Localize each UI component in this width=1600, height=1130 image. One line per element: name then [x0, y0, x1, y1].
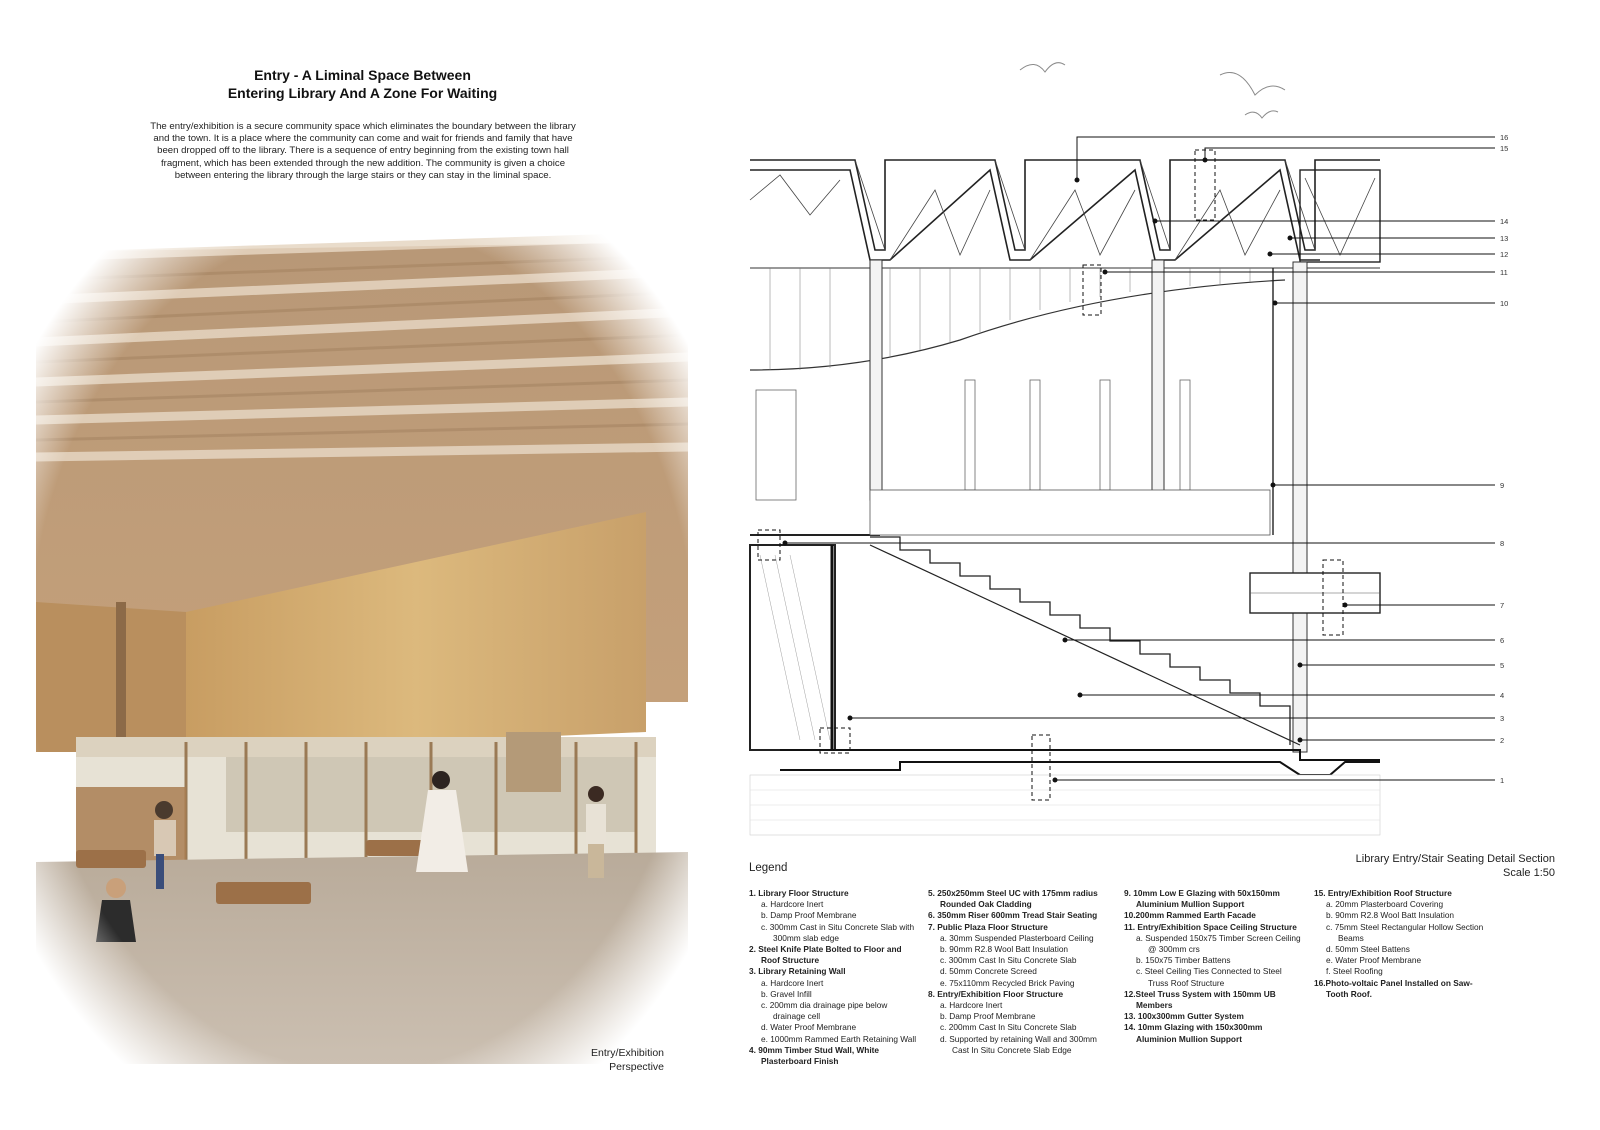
callout-leaders: [785, 137, 1495, 780]
intro-paragraph: The entry/exhibition is a secure community space which eliminates the boundary between the library and the town. It is a place where the community can come and wait for friends and family that have been dropped off to the library. There is a sequence of entry beginning from the existing town hall fragment, which has been extended through the new addition. The community is given a choice between entering the library through the large stairs or they can stay in the liminal space.: [150, 121, 576, 181]
callout-2: 2: [1500, 736, 1505, 745]
callout-1: 1: [1500, 776, 1505, 785]
legend-subitem: c. 300mm Cast In Situ Concrete Slab: [940, 955, 1077, 966]
callout-5: 5: [1500, 661, 1505, 670]
legend-column-3: [1124, 888, 1304, 1045]
legend-column-2: [928, 888, 1113, 1056]
callout-9: 9: [1500, 481, 1505, 490]
callout-14: 14: [1500, 217, 1509, 226]
legend-subitem: e. Water Proof Membrane: [1326, 955, 1422, 966]
legend-subitem: d. 50mm Steel Battens: [1326, 944, 1410, 955]
ground-slab: [780, 750, 1380, 775]
callout-numbers: [1500, 133, 1508, 785]
legend-subitem: c. 200mm dia drainage pipe below drainage cell: [761, 1000, 888, 1022]
perspective-render: [36, 232, 688, 1064]
legend-subitem: a. 20mm Plasterboard Covering: [1326, 899, 1444, 910]
right-truss-frame: [1300, 170, 1380, 262]
legend-item: 9. 10mm Low E Glazing with 50x150mm Aluminium Mullion Support: [1124, 888, 1280, 910]
section-scale: Scale 1:50: [1503, 867, 1555, 879]
perspective-caption-line-2: Perspective: [609, 1061, 664, 1073]
legend-item: 7. Public Plaza Floor Structure: [928, 921, 1048, 932]
legend-item: 6. 350mm Riser 600mm Tread Stair Seating: [928, 910, 1098, 921]
legend-item: 11. Entry/Exhibition Space Ceiling Structure: [1124, 921, 1297, 932]
title-line-2: Entering Library And A Zone For Waiting: [227, 85, 498, 101]
legend-item: 14. 10mm Glazing with 150x300mm Aluminion Mullion Support: [1124, 1022, 1263, 1044]
bird-sketches: [1020, 63, 1285, 118]
legend-item: 2. Steel Knife Plate Bolted to Floor and Roof Structure: [749, 944, 902, 966]
callout-15: 15: [1500, 144, 1509, 153]
legend-subitem: c. Steel Ceiling Ties Connected to Steel Truss Roof Structure: [1136, 966, 1282, 988]
callout-16: 16: [1500, 133, 1509, 142]
legend-item: 8. Entry/Exhibition Floor Structure: [928, 988, 1064, 999]
legend-subitem: b. Damp Proof Membrane: [761, 910, 857, 921]
retaining-wall: [750, 545, 835, 750]
legend-title: Legend: [749, 862, 788, 874]
legend-item: 1. Library Floor Structure: [749, 888, 849, 898]
stair-soffit: [870, 545, 1300, 745]
legend-subitem: b. 150x75 Timber Battens: [1136, 955, 1231, 966]
legend-subitem: e. 75x110mm Recycled Brick Paving: [940, 977, 1075, 988]
legend-subitem: f. Steel Roofing: [1326, 966, 1383, 977]
callout-6: 6: [1500, 636, 1505, 645]
page-title: [160, 66, 565, 102]
legend-column-1: [749, 888, 919, 1067]
callout-3: 3: [1500, 714, 1505, 723]
legend-item: 3. Library Retaining Wall: [749, 966, 846, 977]
legend-subitem: b. Damp Proof Membrane: [940, 1011, 1036, 1022]
legend-subitem: a. Suspended 150x75 Timber Screen Ceiling @ 300mm crs: [1136, 932, 1301, 955]
legend-subitem: b. 90mm R2.8 Wool Batt Insulation: [1326, 910, 1455, 921]
legend-subitem: b. Gravel Infill: [761, 988, 812, 999]
legend-item: 5. 250x250mm Steel UC with 175mm radius Rounded Oak Cladding: [928, 888, 1098, 910]
legend-item: 12.Steel Truss System with 150mm UB Members: [1124, 988, 1276, 1011]
legend-subitem: a. 30mm Suspended Plasterboard Ceiling: [940, 932, 1094, 943]
balustrade-panel: [870, 490, 1270, 535]
legend-subitem: c. 200mm Cast In Situ Concrete Slab: [940, 1022, 1077, 1033]
stair-treads: [870, 537, 1290, 745]
legend-item: 13. 100x300mm Gutter System: [1124, 1011, 1244, 1022]
callout-8: 8: [1500, 539, 1505, 548]
section-caption: [1265, 852, 1555, 880]
legend-subitem: d. Supported by retaining Wall and 300mm Cast In Situ Concrete Slab Edge: [940, 1033, 1097, 1055]
title-line-1: Entry - A Liminal Space Between: [254, 67, 471, 83]
legend-subitem: a. Hardcore Inert: [940, 1000, 1003, 1011]
legend-item: 10.200mm Rammed Earth Facade: [1124, 910, 1256, 921]
legend-item: 4. 90mm Timber Stud Wall, White Plasterboard Finish: [749, 1044, 880, 1067]
callout-13: 13: [1500, 234, 1509, 243]
legend-item: 15. Entry/Exhibition Roof Structure: [1314, 888, 1452, 898]
roof-trusses: [750, 160, 1315, 260]
legend-subitem: b. 90mm R2.8 Wool Batt Insulation: [940, 944, 1069, 955]
callout-10: 10: [1500, 299, 1509, 308]
legend-subitem: d. 50mm Concrete Screed: [940, 966, 1037, 977]
callout-7: 7: [1500, 601, 1505, 610]
sawtooth-roof: [750, 160, 1380, 260]
legend-item: 16.Photo-voltaic Panel Installed on Saw-Tooth Roof.: [1314, 977, 1473, 999]
detail-callout-boxes: [758, 150, 1343, 800]
legend-subitem: e. 1000mm Rammed Earth Retaining Wall: [761, 1033, 917, 1044]
legend-subitem: c. 75mm Steel Rectangular Hollow Section Beams: [1326, 921, 1484, 943]
perspective-caption: [540, 1046, 664, 1074]
legend-subitem: c. 300mm Cast in Situ Concrete Slab with 300mm slab edge: [761, 921, 915, 943]
legend-column-4: [1314, 888, 1484, 1000]
detail-section-drawing: [740, 40, 1555, 855]
callout-4: 4: [1500, 691, 1505, 700]
section-caption-line-1: Library Entry/Stair Seating Detail Section: [1355, 853, 1555, 865]
legend-subitem: a. Hardcore Inert: [761, 977, 824, 988]
perspective-caption-line-1: Entry/Exhibition: [591, 1047, 664, 1059]
legend-subitem: a. Hardcore Inert: [761, 899, 824, 910]
callout-12: 12: [1500, 250, 1509, 259]
legend-subitem: d. Water Proof Membrane: [761, 1022, 857, 1033]
callout-11: 11: [1500, 268, 1508, 277]
